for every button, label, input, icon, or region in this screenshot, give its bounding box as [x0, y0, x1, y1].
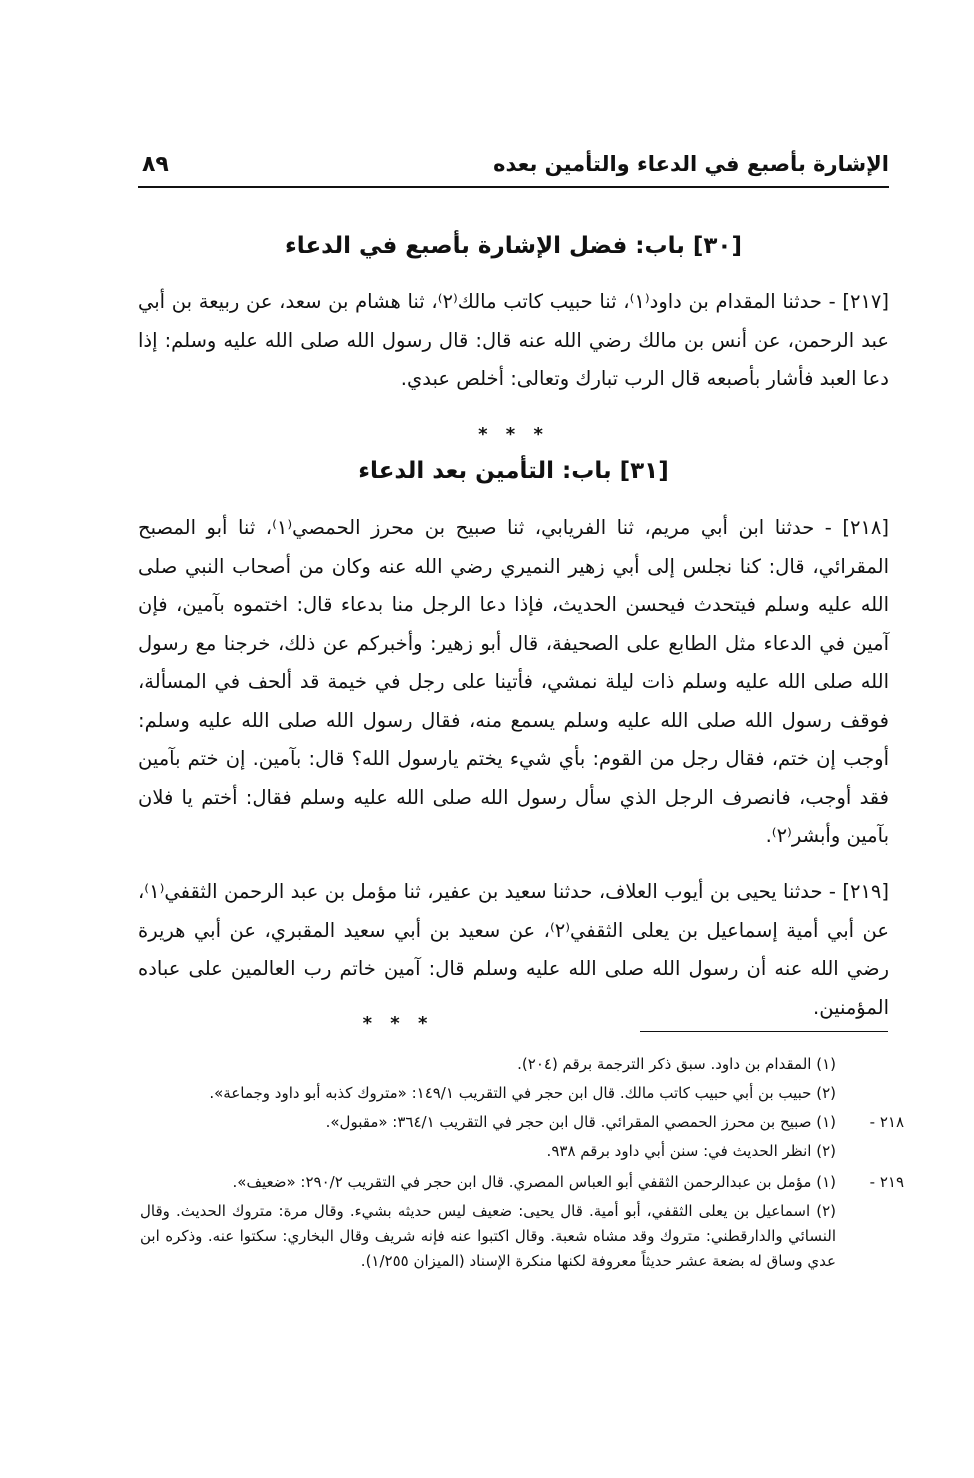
- footnote: (١) مؤمل بن عبدالرحمن الثقفي أبو العباس المصري. قال ابن حجر في التقريب ٢٩٠/٢: «ضعيف».: [232, 1173, 836, 1191]
- section-separator: * * *: [478, 424, 549, 445]
- footnote: (٢) اسماعيل بن يعلى الثقفي، أبو أمية. قال يحيى: ضعيف ليس حديثه بشيء. وقال مرة: متروك الحديث. وقال النسائي والدارقطني: متروك وقد مشاه شعبة. وقال اكتبوا عنه فإنه شريف وقال البخاري: سكتوا عنه. وذكره ابن عدي وساق له بضعة عشر حديثاً معروفة لكنها منكرة الإسناد (الميزان ١/٢٥٥).: [140, 1202, 836, 1270]
- footnote: (٢) انظر الحديث في: سنن أبي داود برقم ٩٣٨.: [546, 1142, 836, 1160]
- footnotes: [140, 1052, 904, 1280]
- hadith-218: [٢١٨] - حدثنا ابن أبي مريم، ثنا الفريابي، ثنا صبيح بن محرز الحمصي⁽١⁾، ثنا أبو المصبح المقرائي، قال: كنا نجلس إلى أبي زهير النميري رضي الله عنه وكان من أصحاب النبي صلى الله عليه وسلم فيتحدث فيحسن الحديث، فإذا دعا الرجل منا بدعاء قال: اختموه بآمين، فإن آمين في الدعاء مثل الطابع على الصحيفة، قال أبو زهير: وأخبركم عن ذلك، خرجنا مع رسول الله صلى الله عليه وسلم ذات ليلة نمشي، فأتينا على رجل في خيمة قد ألحف في المسألة، فوقف رسول الله صلى الله عليه وسلم يسمع منه، فقال رسول الله صلى الله عليه وسلم: أوجب إن ختم، فقال رجل من القوم: بأي شيء يختم يارسول الله؟ قال: بآمين. إن ختم بآمين فقد أوجب، فانصرف الرجل الذي سأل رسول الله صلى الله عليه وسلم فقال: أختم يا فلان بآمين وأبشر⁽٢⁾.: [138, 516, 889, 847]
- chapter-heading-31: [٣١] باب: التأمين بعد الدعاء: [358, 458, 669, 484]
- footnote-divider: [640, 1031, 888, 1032]
- hadith-219: [٢١٩] - حدثنا يحيى بن أيوب العلاف، حدثنا سعيد بن عفير، ثنا مؤمل بن عبد الرحمن الثقفي⁽١⁾، عن أبي أمية إسماعيل بن يعلى الثقفي⁽٢⁾، عن سعيد بن أبي سعيد المقبري، عن أبي هريرة رضي الله عنه أن رسول الله صلى الله عليه وسلم قال: آمين خاتم رب العالمين على عباده المؤمنين.: [138, 880, 890, 1019]
- footnote: (٢) حبيب بن أبي حبيب كاتب مالك. قال ابن حجر في التقريب ١٤٩/١: «متروك كذبه أبو داود وجماعة».: [209, 1084, 836, 1102]
- footnote-group-218: [140, 1110, 904, 1164]
- footnote-group-219: [140, 1170, 904, 1274]
- page-number: ٨٩: [142, 152, 169, 177]
- header-divider: [138, 186, 889, 188]
- footnote-group-number: ٢١٨ -: [869, 1113, 904, 1131]
- chapter-heading-30: [٣٠] باب: فضل الإشارة بأصبع في الدعاء: [285, 233, 742, 259]
- section-separator: * * *: [362, 1013, 434, 1034]
- running-header-title: الإشارة بأصبع في الدعاء والتأمين بعده: [493, 152, 889, 176]
- footnote-group-number: ٢١٩ -: [869, 1173, 904, 1191]
- hadith-217: [٢١٧] - حدثنا المقدام بن داود⁽١⁾، ثنا حبيب كاتب مالك⁽٢⁾، ثنا هشام بن سعد، عن ربيعة بن أبي عبد الرحمن، عن أنس بن مالك رضي الله عنه قال: قال رسول الله صلى الله عليه وسلم: إذا دعا العبد فأشار بأصبعه قال الرب تبارك وتعالى: أخلص عبدي.: [138, 290, 890, 390]
- footnote: (١) صبيح بن محرز الحمصي المقرائي. قال ابن حجر في التقريب ٣٦٤/١: «مقبول».: [325, 1113, 836, 1131]
- footnote: (١) المقدام بن داود. سبق ذكر الترجمة برقم (٢٠٤).: [517, 1055, 836, 1073]
